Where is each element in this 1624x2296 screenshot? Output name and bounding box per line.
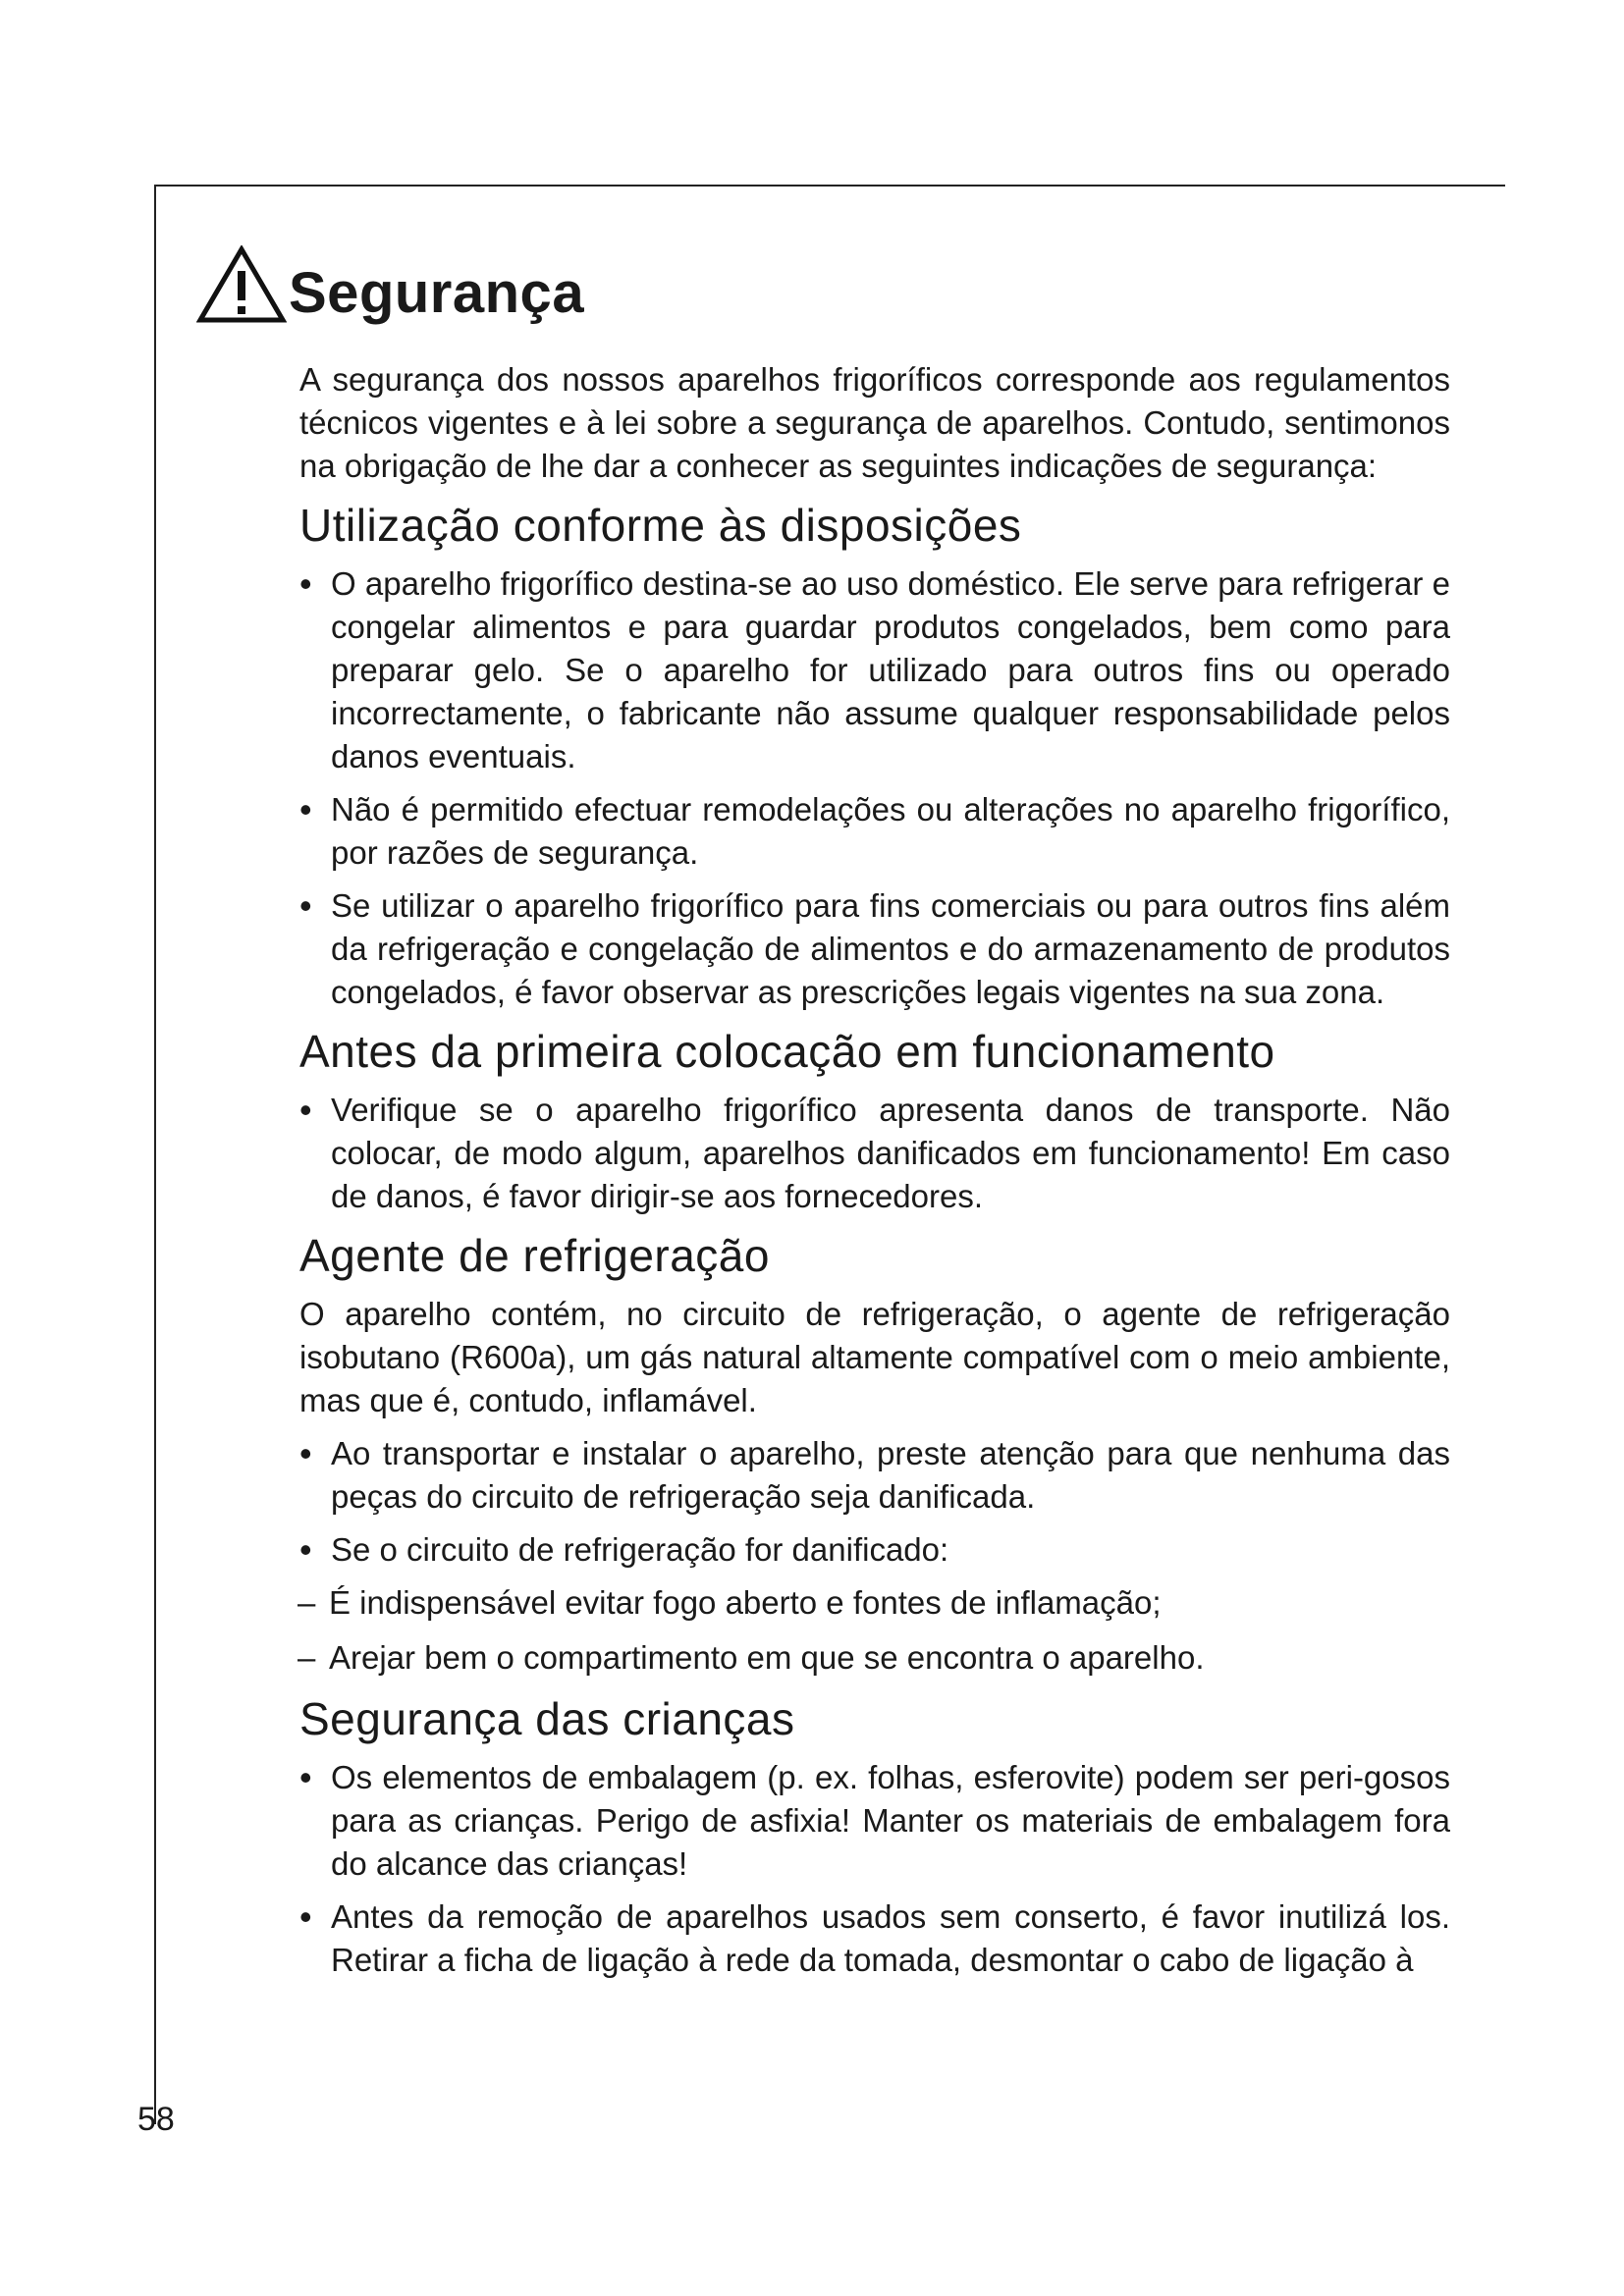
bullet-list: [299, 562, 1450, 1014]
title-row: [196, 245, 584, 324]
page-title: Segurança: [289, 261, 585, 325]
list-item: • Os elementos de embalagem (p. ex. folhas, esferovite) podem ser peri-gosos para as crianças. Perigo de asfixia! Manter os materiais de embalagem fora do alcance das crianças!: [299, 1756, 1450, 1886]
section-heading: Antes da primeira colocação em funcionamento: [299, 1026, 1275, 1077]
intro-paragraph: A segurança dos nossos aparelhos frigoríficos corresponde aos regulamentos técnicos vigentes e à lei sobre a segurança de aparelhos. Contudo, sentimonos na obrigação de lhe dar a conhecer as seguintes indicações de segurança:: [299, 361, 1450, 484]
list-item: • Não é permitido efectuar remodelações ou alterações no aparelho frigorífico, por razões de segurança.: [299, 788, 1450, 875]
page-number: 58: [137, 2101, 175, 2138]
list-item: • Ao transportar e instalar o aparelho, preste atenção para que nenhuma das peças do circuito de refrigeração seja danificada.: [299, 1432, 1450, 1519]
list-item: • Antes da remoção de aparelhos usados sem conserto, é favor inutilizá los. Retirar a ficha de ligação à rede da tomada, desmontar o cabo de ligação à: [299, 1896, 1450, 1982]
refrigerant-paragraph: O aparelho contém, no circuito de refrigeração, o agente de refrigeração isobutano (R600a), um gás natural altamente compatível com o meio ambiente, mas que é, contudo, inflamável.: [299, 1296, 1450, 1418]
frame-top-rule: [154, 185, 1505, 187]
list-item: • Se o circuito de refrigeração for danificado:: [299, 1528, 1450, 1572]
section-heading: Utilização conforme às disposições: [299, 500, 1022, 551]
section-agente: [299, 1228, 1450, 1680]
dash-list: [298, 1581, 1450, 1680]
dash-item: – É indispensável evitar fogo aberto e fontes de inflamação;: [298, 1581, 1450, 1625]
bullet-list: [299, 1432, 1450, 1572]
list-item: • O aparelho frigorífico destina-se ao uso doméstico. Ele serve para refrigerar e congelar alimentos e para guardar produtos congelados, bem como para preparar gelo. Se o aparelho for utilizado para outros fins ou operado incorrectamente, o fabricante não assume qualquer responsabilidade pelos danos eventuais.: [299, 562, 1450, 778]
section-utilizacao: [299, 498, 1450, 1014]
bullet-list: [299, 1756, 1450, 1982]
section-heading: Agente de refrigeração: [299, 1230, 770, 1281]
section-heading: Segurança das crianças: [299, 1693, 795, 1744]
list-item: • Se utilizar o aparelho frigorífico para fins comerciais ou para outros fins além da refrigeração e congelação de alimentos e do armazenamento de produtos congelados, é favor observar as prescrições legais vigentes na sua zona.: [299, 884, 1450, 1014]
warning-triangle-icon: [196, 245, 287, 324]
section-antes: [299, 1024, 1450, 1218]
section-criancas: [299, 1691, 1450, 1982]
frame-left-rule: [154, 185, 156, 2124]
content: [299, 358, 1450, 1992]
bullet-list: [299, 1089, 1450, 1218]
dash-item: – Arejar bem o compartimento em que se encontra o aparelho.: [298, 1636, 1450, 1680]
list-item: • Verifique se o aparelho frigorífico apresenta danos de transporte. Não colocar, de modo algum, aparelhos danificados em funcionamento! Em caso de danos, é favor dirigir-se aos fornecedores.: [299, 1089, 1450, 1218]
